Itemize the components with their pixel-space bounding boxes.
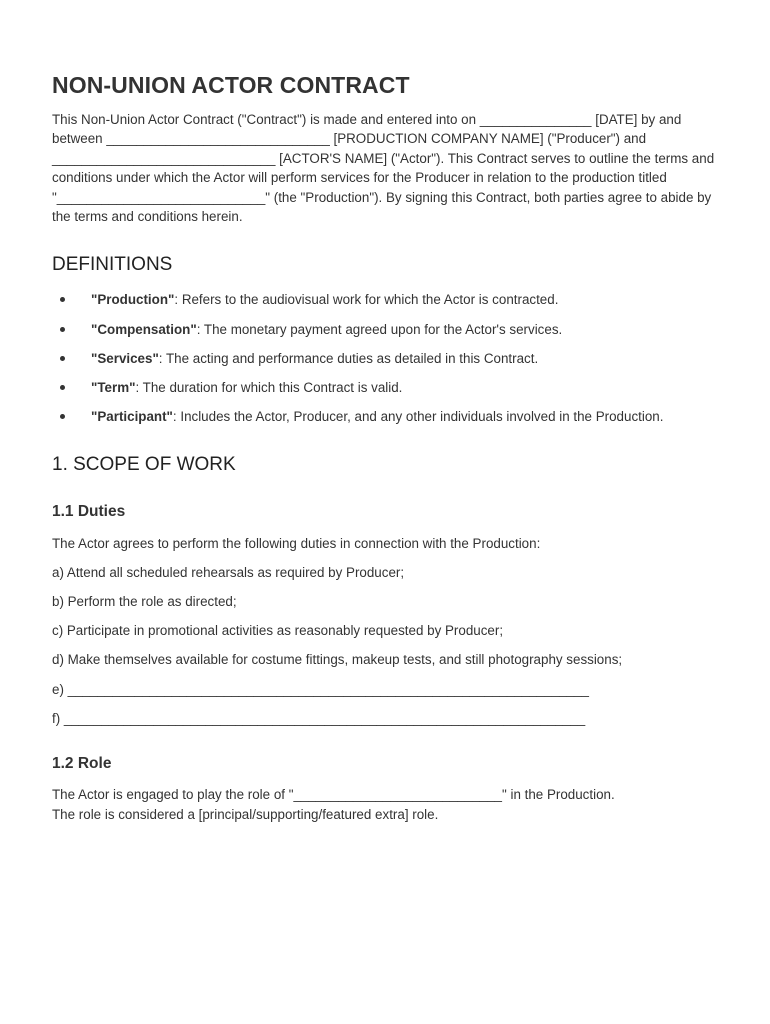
duties-line: c) Participate in promotional activities as reasonably requested by Producer; bbox=[52, 623, 504, 639]
definition-text: : Refers to the audiovisual work for which the Actor is contracted. bbox=[174, 292, 559, 308]
definition-item bbox=[52, 349, 718, 368]
duties-line: a) Attend all scheduled rehearsals as required by Producer; bbox=[52, 564, 405, 580]
definition-text: : Includes the Actor, Producer, and any other individuals involved in the Production. bbox=[172, 409, 664, 425]
definition-text: : The acting and performance duties as detailed in this Contract. bbox=[158, 350, 539, 366]
duties-list bbox=[52, 534, 718, 729]
definitions-list bbox=[52, 290, 718, 426]
duties-line: The Actor agrees to perform the following duties in connection with the Production: bbox=[52, 535, 541, 551]
definition-text: : The duration for which this Contract is valid. bbox=[135, 380, 403, 396]
duties-line: d) Make themselves available for costume fittings, makeup tests, and still photography sessions; bbox=[52, 652, 623, 668]
definition-term: "Services" bbox=[91, 350, 159, 366]
role-line: The role is considered a [principal/supporting/featured extra] role. bbox=[52, 806, 439, 822]
contract-title: NON-UNION ACTOR CONTRACT bbox=[52, 72, 410, 98]
definition-item bbox=[52, 320, 718, 339]
bullet-icon bbox=[60, 297, 65, 302]
definition-term: "Participant" bbox=[91, 409, 173, 425]
bullet-icon bbox=[60, 414, 65, 419]
definition-text: : The monetary payment agreed upon for the Actor's services. bbox=[196, 321, 563, 337]
duties-line: e) ______________________________________________________________________ bbox=[52, 681, 589, 697]
definition-term: "Production" bbox=[91, 292, 175, 308]
role-heading: 1.2 Role bbox=[52, 755, 112, 773]
intro-paragraph: This Non-Union Actor Contract ("Contract") is made and entered into on _______________ [DATE] by and between ______________________________ [PRODUCTION COMPANY NAME] ("Producer") and ______________________________ [ACTOR'S NAME] ("Actor"). This Contract serves to outline the terms and conditions under which the Actor will perform services for the Producer in relation to the production titled "____________________________" (the "Production"). By signing this Contract, both parties agree to abide by the terms and conditions herein. bbox=[52, 112, 715, 225]
duties-line: f) ______________________________________________________________________ bbox=[52, 710, 586, 726]
definition-term: "Compensation" bbox=[91, 321, 197, 337]
role-line: The Actor is engaged to play the role of "____________________________" in the Production. bbox=[52, 787, 615, 803]
definition-term: "Term" bbox=[91, 380, 136, 396]
role-section bbox=[52, 785, 718, 824]
bullet-icon bbox=[60, 327, 65, 332]
bullet-icon bbox=[60, 385, 65, 390]
duties-heading: 1.1 Duties bbox=[52, 502, 126, 520]
definition-item bbox=[52, 407, 718, 426]
definition-item bbox=[52, 290, 718, 309]
definitions-heading: DEFINITIONS bbox=[52, 254, 173, 276]
bullet-icon bbox=[60, 356, 65, 361]
duties-line: b) Perform the role as directed; bbox=[52, 594, 237, 610]
scope-heading: 1. SCOPE OF WORK bbox=[52, 453, 236, 475]
definition-item bbox=[52, 378, 718, 397]
